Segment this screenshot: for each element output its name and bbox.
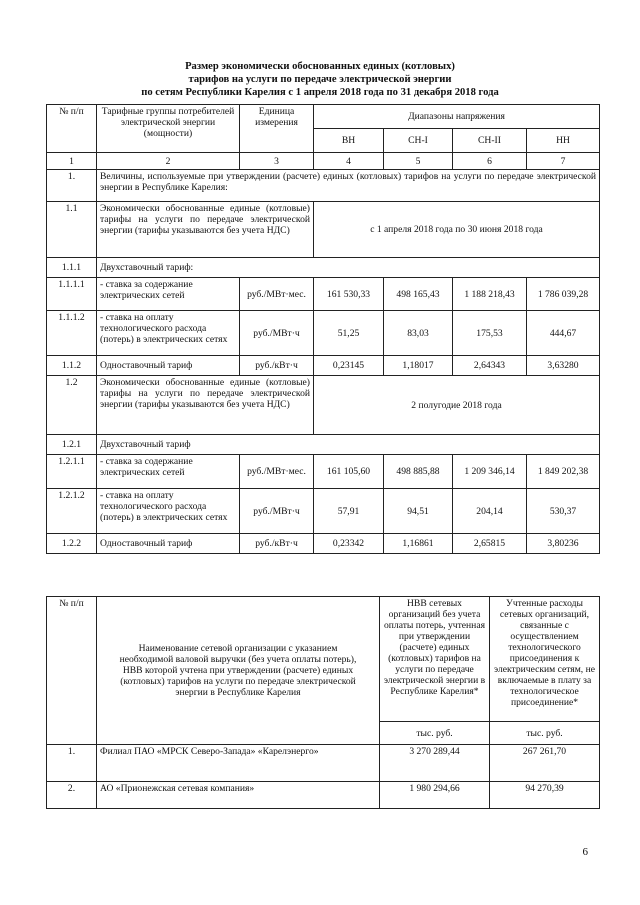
row-num: 1.1 — [47, 202, 97, 258]
row-num: 1.1.1.1 — [47, 278, 97, 311]
value-nn: 444,67 — [527, 311, 600, 356]
t2-unit-nvv: тыс. руб. — [380, 722, 490, 745]
value-sn1: 83,03 — [384, 311, 453, 356]
header-ranges: Диапазоны напряжения — [314, 105, 600, 129]
row-1-2-1 — [47, 435, 600, 455]
row-num: 1.2.1.2 — [47, 489, 97, 534]
row-text: - ставка на оплату технологического расхода (потерь) в электрических сетях — [97, 311, 240, 356]
row-1-1-1-2 — [47, 311, 600, 356]
t2-row-nvv: 1 980 294,66 — [380, 782, 490, 809]
value-vn: 0,23342 — [314, 534, 384, 554]
row-unit: руб./МВт·мес. — [240, 278, 314, 311]
value-nn: 3,63280 — [527, 356, 600, 376]
index-4: 4 — [314, 153, 384, 170]
value-sn1: 498 885,88 — [384, 455, 453, 489]
period-label: с 1 апреля 2018 года по 30 июня 2018 года — [314, 202, 600, 258]
row-num: 1.1.1.2 — [47, 311, 97, 356]
value-vn: 0,23145 — [314, 356, 384, 376]
header-nn: НН — [527, 129, 600, 153]
period-label: 2 полугодие 2018 года — [314, 376, 600, 435]
row-unit: руб./МВт·ч — [240, 311, 314, 356]
header-sn2: СН-II — [453, 129, 527, 153]
value-sn2: 1 188 218,43 — [453, 278, 527, 311]
t2-row-num: 2. — [47, 782, 97, 809]
row-unit: руб./МВт·мес. — [240, 455, 314, 489]
value-nn: 1 849 202,38 — [527, 455, 600, 489]
value-vn: 161 105,60 — [314, 455, 384, 489]
header-sn1: СН-I — [384, 129, 453, 153]
t2-row-expenses: 94 270,39 — [490, 782, 600, 809]
title-line-2: тарифов на услуги по передаче электрической энергии — [188, 74, 452, 85]
row-unit: руб./МВт·ч — [240, 489, 314, 534]
row-1-2-1-2 — [47, 489, 600, 534]
row-num: 1. — [47, 170, 97, 202]
row-1-2-2 — [47, 534, 600, 554]
index-5: 5 — [384, 153, 453, 170]
row-unit: руб./кВт·ч — [240, 534, 314, 554]
value-nn: 530,37 — [527, 489, 600, 534]
value-sn2: 2,65815 — [453, 534, 527, 554]
title-line-3: по сетям Республики Карелия с 1 апреля 2018 года по 31 декабря 2018 года — [141, 87, 499, 98]
header-row — [47, 105, 600, 129]
row-text: Экономически обоснованные единые (котловые) тарифы на услуги по передаче электрической энергии (тарифы указываются без учета НДС) — [97, 376, 314, 435]
t2-header-name: Наименование сетевой организации с указанием необходимой валовой выручки (без учета оплаты потерь), НВВ которой учтена при утверждении (расчете) единых (котловых) тарифов на услуги по передаче электрической энергии в Республике Карелия — [97, 597, 380, 745]
value-nn: 3,80236 — [527, 534, 600, 554]
row-text: Величины, используемые при утверждении (расчете) единых (котловых) тарифов на услуги по передаче электрической энергии в Республике Карелия: — [97, 170, 600, 202]
title-line-1: Размер экономически обоснованных единых (котловых) — [185, 61, 455, 72]
row-1-1-1-1 — [47, 278, 600, 311]
t2-row-name: Филиал ПАО «МРСК Северо-Запада» «Карелэнерго» — [97, 745, 380, 782]
row-num: 1.2.2 — [47, 534, 97, 554]
row-text: Одноставочный тариф — [97, 534, 240, 554]
table-row — [47, 782, 600, 809]
header-unit: Единица измерения — [240, 105, 314, 153]
value-sn2: 204,14 — [453, 489, 527, 534]
row-1-1 — [47, 202, 600, 258]
value-sn2: 2,64343 — [453, 356, 527, 376]
value-sn1: 94,51 — [384, 489, 453, 534]
t2-header-row — [47, 597, 600, 722]
t2-row-name: АО «Прионежская сетевая компания» — [97, 782, 380, 809]
row-1-1-2 — [47, 356, 600, 376]
row-num: 1.2.1 — [47, 435, 97, 455]
t2-row-num: 1. — [47, 745, 97, 782]
table-row — [47, 745, 600, 782]
row-text: Экономически обоснованные единые (котловые) тарифы на услуги по передаче электрической энергии (тарифы указываются без учета НДС) — [97, 202, 314, 258]
row-num: 1.1.1 — [47, 258, 97, 278]
row-text: Двухставочный тариф — [97, 435, 600, 455]
header-vn: ВН — [314, 129, 384, 153]
row-num: 1.2 — [47, 376, 97, 435]
document-title — [0, 60, 640, 99]
tariff-table — [46, 104, 600, 554]
value-sn2: 1 209 346,14 — [453, 455, 527, 489]
index-6: 6 — [453, 153, 527, 170]
row-text: Одноставочный тариф — [97, 356, 240, 376]
row-num: 1.2.1.1 — [47, 455, 97, 489]
index-2: 2 — [97, 153, 240, 170]
row-text: - ставка за содержание электрических сетей — [97, 278, 240, 311]
value-sn2: 175,53 — [453, 311, 527, 356]
t2-header-num: № п/п — [47, 597, 97, 745]
network-organizations-table — [46, 596, 600, 809]
value-vn: 51,25 — [314, 311, 384, 356]
index-7: 7 — [527, 153, 600, 170]
row-num: 1.1.2 — [47, 356, 97, 376]
row-text: Двухставочный тариф: — [97, 258, 600, 278]
row-text: - ставка на оплату технологического расхода (потерь) в электрических сетях — [97, 489, 240, 534]
value-sn1: 498 165,43 — [384, 278, 453, 311]
t2-unit-expenses: тыс. руб. — [490, 722, 600, 745]
t2-header-nvv: НВВ сетевых организаций без учета оплаты потерь, учтенная при утверждении (расчете) единых (котловых) тарифов на услуги по передаче электрической энергии в Республике Карелия* — [380, 597, 490, 722]
row-text: - ставка за содержание электрических сетей — [97, 455, 240, 489]
index-3: 3 — [240, 153, 314, 170]
t2-row-nvv: 3 270 289,44 — [380, 745, 490, 782]
header-num: № п/п — [47, 105, 97, 153]
t2-header-expenses: Учтенные расходы сетевых организаций, связанные с осуществлением технологического присоединения к электрическим сетям, не включаемые в плату за технологическое присоединение* — [490, 597, 600, 722]
row-unit: руб./кВт·ч — [240, 356, 314, 376]
page-number: 6 — [582, 846, 588, 858]
row-1-2 — [47, 376, 600, 435]
value-vn: 57,91 — [314, 489, 384, 534]
index-1: 1 — [47, 153, 97, 170]
value-nn: 1 786 039,28 — [527, 278, 600, 311]
header-group: Тарифные группы потребителей электрической энергии (мощности) — [97, 105, 240, 153]
row-1 — [47, 170, 600, 202]
value-sn1: 1,18017 — [384, 356, 453, 376]
column-index-row — [47, 153, 600, 170]
value-vn: 161 530,33 — [314, 278, 384, 311]
value-sn1: 1,16861 — [384, 534, 453, 554]
row-1-1-1 — [47, 258, 600, 278]
t2-row-expenses: 267 261,70 — [490, 745, 600, 782]
row-1-2-1-1 — [47, 455, 600, 489]
